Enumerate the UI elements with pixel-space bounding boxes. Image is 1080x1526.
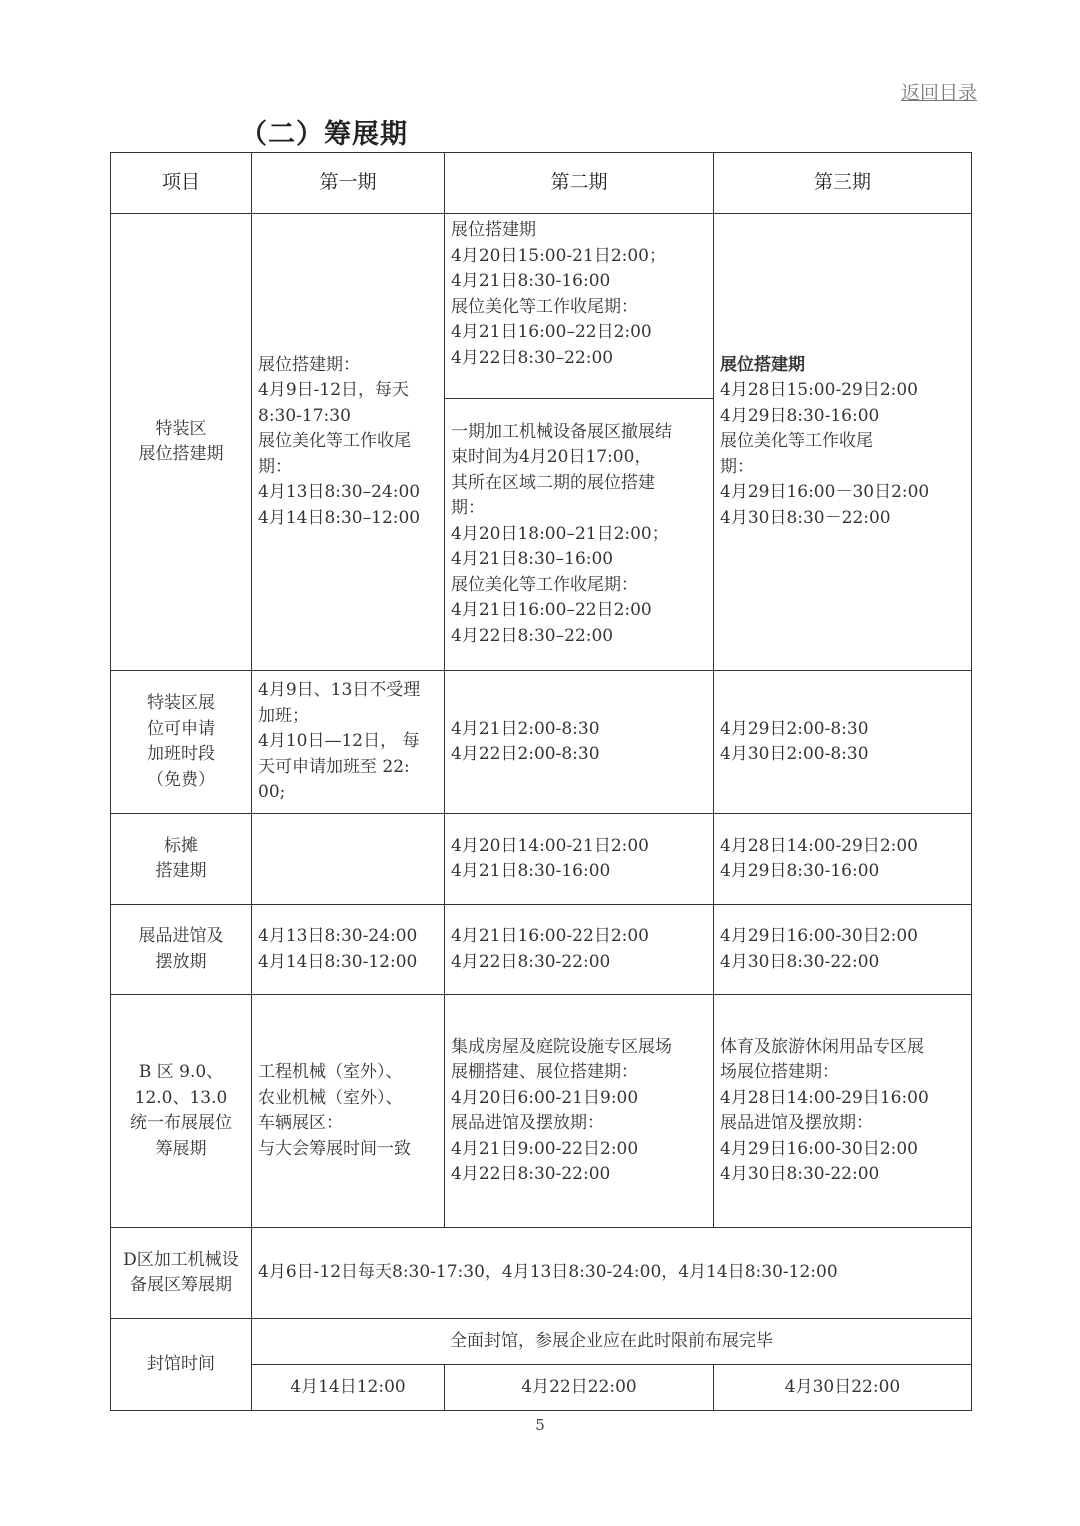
special-build-phase-2-general: 展位搭建期 4月20日15:00-21日2:00； 4月21日8:30-16:00 展位美化等工作收尾期： 4月21日16:00–22日2:00 4月22日8:30–22:00 [445, 214, 714, 399]
exhibit-entry-phase-3: 4月29日16:00-30日2:00 4月30日8:30-22:00 [714, 905, 972, 995]
row-label-standard-booth: 标摊 搭建期 [111, 814, 252, 905]
row-label-overtime: 特装区展 位可申请 加班时段 （免费） [111, 671, 252, 814]
back-to-contents-link[interactable]: 返回目录 [901, 82, 978, 104]
standard-booth-phase-1 [252, 814, 445, 905]
header-phase-2: 第二期 [445, 153, 714, 214]
table-row-zone-d [111, 1228, 972, 1319]
closing-phase-2: 4月22日22:00 [445, 1365, 714, 1411]
exhibit-entry-phase-1: 4月13日8:30-24:00 4月14日8:30-12:00 [252, 905, 445, 995]
row-label-exhibit-entry: 展品进馆及 摆放期 [111, 905, 252, 995]
row-label-special-build: 特装区 展位搭建期 [111, 214, 252, 671]
zone-b-phase-2: 集成房屋及庭院设施专区展场 展棚搭建、展位搭建期： 4月20日6:00-21日9:00 展品进馆及摆放期： 4月21日9:00-22日2:00 4月22日8:30-22:00 [445, 995, 714, 1228]
zone-b-phase-3: 体育及旅游休闲用品专区展 场展位搭建期： 4月28日14:00-29日16:00 展品进馆及摆放期： 4月29日16:00-30日2:00 4月30日8:30-22:00 [714, 995, 972, 1228]
table-row-zone-b [111, 995, 972, 1228]
special-build-phase-3: 展位搭建期 4月28日15:00-29日2:00 4月29日8:30-16:00 展位美化等工作收尾 期： 4月29日16:00－30日2:00 4月30日8:30－22:00 [714, 214, 972, 671]
page-number: 5 [535, 1416, 545, 1434]
table-row-standard-booth [111, 814, 972, 905]
header-item: 项目 [111, 153, 252, 214]
standard-booth-phase-2: 4月20日14:00-21日2:00 4月21日8:30-16:00 [445, 814, 714, 905]
exhibition-setup-schedule-table [110, 152, 972, 1411]
section-title: （二）筹展期 [240, 119, 408, 150]
overtime-phase-2: 4月21日2:00-8:30 4月22日2:00-8:30 [445, 671, 714, 814]
overtime-phase-3: 4月29日2:00-8:30 4月30日2:00-8:30 [714, 671, 972, 814]
header-row [111, 153, 972, 214]
table-row-exhibit-entry [111, 905, 972, 995]
table-row-overtime [111, 671, 972, 814]
exhibit-entry-phase-2: 4月21日16:00-22日2:00 4月22日8:30-22:00 [445, 905, 714, 995]
standard-booth-phase-3: 4月28日14:00-29日2:00 4月29日8:30-16:00 [714, 814, 972, 905]
closing-phase-3: 4月30日22:00 [714, 1365, 972, 1411]
table-row-special-build [111, 214, 972, 399]
closing-phase-1: 4月14日12:00 [252, 1365, 445, 1411]
closing-note: 全面封馆，参展企业应在此时限前布展完毕 [252, 1319, 972, 1365]
zone-b-phase-1: 工程机械（室外）、 农业机械（室外）、 车辆展区： 与大会筹展时间一致 [252, 995, 445, 1228]
special-build-phase-2-zone-d: 一期加工机械设备展区撤展结 束时间为4月20日17:00， 其所在区域二期的展位搭建 期： 4月20日18:00–21日2:00； 4月21日8:30–16:00 展位美化等工作收尾期： 4月21日16:00–22日2:00 4月22日8:30–22:00 [445, 399, 714, 671]
row-label-zone-b: B 区 9.0、 12.0、13.0 统一布展展位 筹展期 [111, 995, 252, 1228]
special-build-phase-1: 展位搭建期： 4月9日-12日，每天 8:30-17:30 展位美化等工作收尾 期： 4月13日8:30–24:00 4月14日8:30–12:00 [252, 214, 445, 671]
row-label-zone-d: D区加工机械设 备展区筹展期 [111, 1228, 252, 1319]
header-phase-3: 第三期 [714, 153, 972, 214]
table-row-closing-note [111, 1319, 972, 1365]
zone-d-schedule: 4月6日-12日每天8:30-17:30，4月13日8:30-24:00，4月14日8:30-12:00 [252, 1228, 972, 1319]
header-phase-1: 第一期 [252, 153, 445, 214]
overtime-phase-1: 4月9日、13日不受理 加班； 4月10日—12日， 每 天可申请加班至 22: 00; [252, 671, 445, 814]
row-label-closing: 封馆时间 [111, 1319, 252, 1411]
